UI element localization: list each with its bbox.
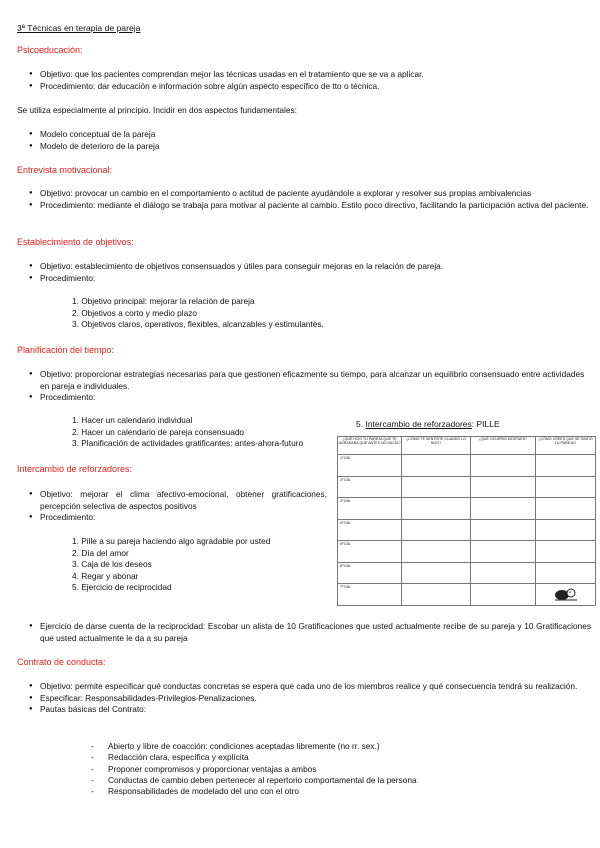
heading-entrevista: Entrevista motivacional: <box>17 165 113 175</box>
step-item: 4. Regar y abonar <box>72 570 139 581</box>
intercambio-steps <box>72 536 270 594</box>
table-row <box>338 541 596 563</box>
bullet-item: ● Objetivo: mejorar el clima afectivo-emocional, obtener gratificaciones, percepción selectiva de aspectos positivos <box>29 489 327 512</box>
step-item: 1. Hacer un calendario individual <box>72 415 193 425</box>
step-item: 3. Caja de los deseos <box>72 559 152 569</box>
table-row <box>338 498 596 520</box>
heading-objetivos: Establecimiento de objetivos: <box>17 237 134 247</box>
day-cell: 5º DÍA <box>338 541 402 563</box>
pauta-item: - Redacción clara, específica y explícita <box>91 752 417 763</box>
table-cell <box>536 562 596 584</box>
bullet-item: ● Objetivo: provocar un cambio en el comportamiento o actitud de paciente ayudándole a explorar y resolver sus propias ambivalencias <box>29 188 594 200</box>
table-header-row <box>338 437 596 455</box>
table-cell <box>402 455 471 477</box>
objetivos-bullets <box>29 261 594 284</box>
aspects-list <box>29 129 594 152</box>
heading-intercambio: Intercambio de reforzadores: <box>17 464 133 474</box>
day-cell: 7º DÍA <box>338 584 402 606</box>
bullet-item: ● Ejercicio de darse cuenta de la reciprocidad: Escobar un alista de 10 Gratificaciones que usted actualmente recibe de su pareja y 10 Gratificaciones que usted actualmente le da a su pareja <box>29 621 591 644</box>
bullet-item: ● Pautas básicas del Contrato: <box>29 704 589 716</box>
bullet-item: ● Procedimiento: mediante el diálogo se trabaja para motivar al paciente al cambio. Estilo poco directivo, facilitando la participación activa del paciente. <box>29 200 594 212</box>
bullet-item: ● Procedimiento: dar educación e información sobre algún aspecto específico de tto o técnica. <box>29 81 594 93</box>
table-row <box>338 519 596 541</box>
table-cell <box>536 476 596 498</box>
step-item: 1. Objetivo principal: mejorar la relación de pareja <box>72 296 255 306</box>
step-item: 5. Ejercicio de reciprocidad <box>72 582 172 592</box>
table-row <box>338 476 596 498</box>
bullet-item: ● Procedimiento: <box>29 392 591 404</box>
table-header-cell: ¿CÓMO CREES QUE SE SINTIÓ TU PAREJA? <box>536 437 596 455</box>
bullet-item: ● Especificar: Responsabilidades-Privilegios-Penalizaciones. <box>29 693 589 705</box>
pauta-item: - Proponer compromisos y proporcionar ventajas a ambos <box>91 764 417 775</box>
bullet-item: ● Procedimiento: <box>29 273 594 285</box>
cartoon-figure-icon <box>552 586 580 602</box>
page-title: 3ª Técnicas en terapia de pareja <box>17 23 141 33</box>
psicoeducacion-note: Se utiliza especialmente al principio. Incidir en dos aspectos fundamentales: <box>17 105 297 115</box>
objetivos-steps <box>72 296 324 331</box>
day-cell: 2º DÍA <box>338 476 402 498</box>
heading-contrato: Contrato de conducta: <box>17 657 106 667</box>
reciprocidad-bullet <box>29 621 591 644</box>
heading-tiempo: Planificación del tiempo: <box>17 345 115 355</box>
table-header-cell: ¿CÓMO TE SENTISTE CUANDO LO HIZO? <box>402 437 471 455</box>
table-cell <box>536 519 596 541</box>
entrevista-bullets <box>29 188 594 211</box>
contrato-bullets <box>29 681 589 716</box>
step-item: 3. Objetivos claros, operativos, flexibles, alcanzables y estimulantes. <box>72 319 324 329</box>
table-row <box>338 562 596 584</box>
table-cell <box>471 455 536 477</box>
day-cell: 1º DÍA <box>338 455 402 477</box>
table-cell <box>402 562 471 584</box>
table-cell <box>536 455 596 477</box>
bullet-item: ● Objetivo: proporcionar estrategias necesarias para que gestionen eficazmente su tiempo, para alcanzar un equilibrio consensuado entre actividades en pareja e individuales. <box>29 369 591 392</box>
table-cell <box>471 498 536 520</box>
bullet-item: ● Objetivo: establecimiento de objetivos consensuados y útiles para conseguir mejoras en la relación de pareja. <box>29 261 594 273</box>
step-item: 3. Planificación de actividades gratificantes: antes-ahora-futuro <box>72 438 304 448</box>
table-cell <box>536 541 596 563</box>
pauta-item: - Abierto y libre de coacción: condiciones aceptadas libremente (no rr. sex.) <box>91 741 417 752</box>
table-cell <box>471 584 536 606</box>
table-cell <box>536 498 596 520</box>
tiempo-bullets <box>29 369 591 404</box>
table-cell <box>402 519 471 541</box>
table-row <box>338 455 596 477</box>
day-cell: 3º DÍA <box>338 498 402 520</box>
table-cell <box>471 519 536 541</box>
heading-psicoeducacion: Psicoeducación: <box>17 45 83 55</box>
table-cell <box>402 584 471 606</box>
pauta-item: - Responsabilidades de modelado del uno con el otro <box>91 786 417 797</box>
step-item: 1. Pille a su pareja haciendo algo agradable por usted <box>72 536 271 546</box>
table-header-cell: ¿QUÉ HIZO TU PAREJA QUE TE AGRADARA QUE ANTES NO HACÍA? <box>338 437 402 455</box>
tiempo-steps <box>72 415 303 450</box>
table-caption-rest: : PILLE <box>471 419 500 429</box>
bullet-item: ● Procedimiento: <box>29 512 327 524</box>
bullet-item: ● Objetivo: permite especificar qué conductas concretas se espera que cada uno de los miembros realice y qué consecuencia tendrá su realización. <box>29 681 589 693</box>
pautas-list <box>91 741 417 797</box>
day-cell: 4º DÍA <box>338 519 402 541</box>
intercambio-bullets <box>29 489 327 524</box>
table-caption <box>356 419 500 429</box>
bullet-item: ● Objetivo: que los pacientes comprendan mejor las técnicas usadas en el tratamiento que se va a aplicar. <box>29 69 594 81</box>
table-header-cell: ¿QUÉ OCURRIÓ DESPUÉS? <box>471 437 536 455</box>
table-cell <box>402 498 471 520</box>
day-cell: 6º DÍA <box>338 562 402 584</box>
table-cell <box>402 476 471 498</box>
step-item: 2. Objetivos a corto y medio plazo <box>72 307 197 318</box>
table-cell <box>402 541 471 563</box>
reforzadores-table <box>337 436 596 606</box>
table-caption-title: Intercambio de reforzadores <box>365 419 472 429</box>
table-cell <box>471 541 536 563</box>
bullet-item: ● Modelo conceptual de la pareja <box>29 129 594 141</box>
step-item: 2. Día del amor <box>72 547 129 558</box>
bullet-item: ● Modelo de deterioro de la pareja <box>29 141 594 153</box>
table-caption-number: 5. <box>356 419 364 429</box>
table-cell <box>471 562 536 584</box>
table-cell <box>471 476 536 498</box>
step-item: 2. Hacer un calendario de pareja consensuado <box>72 426 245 437</box>
pauta-item: - Conductas de cambio deben pertenecer al repertorio comportamental de la persona <box>91 775 417 786</box>
psicoeducacion-bullets <box>29 69 594 92</box>
